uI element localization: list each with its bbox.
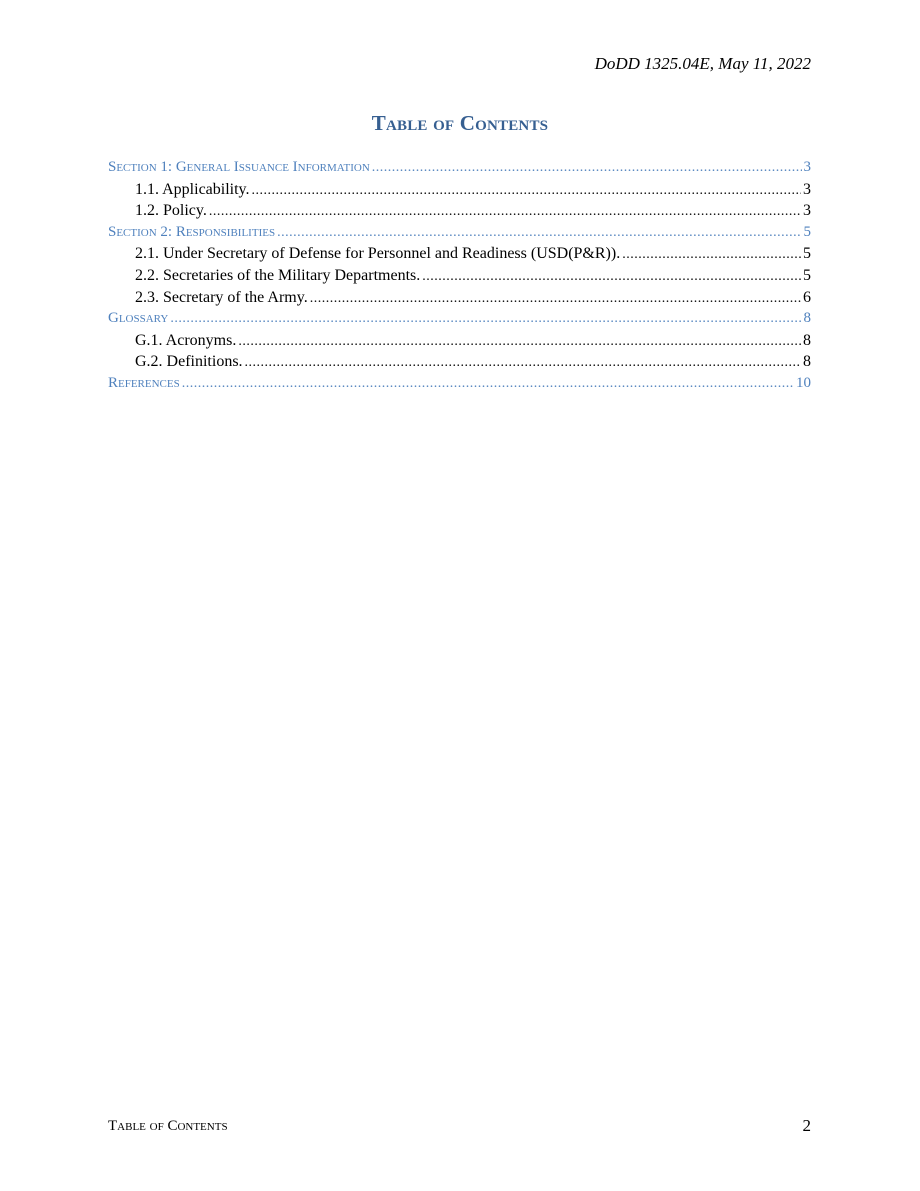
toc-leader-dots [209, 201, 801, 223]
toc-entry-g-1[interactable] [108, 330, 811, 352]
table-of-contents [108, 157, 811, 395]
toc-leader-dots [245, 352, 801, 374]
toc-entry-label: 2.3. Secretary of the Army. [135, 288, 308, 306]
document-reference-date: DoDD 1325.04E, May 11, 2022 [594, 54, 811, 73]
toc-entry-label: 2.2. Secretaries of the Military Departments. [135, 266, 421, 284]
toc-leader-dots [170, 308, 801, 330]
toc-entry-page: 8 [803, 310, 811, 327]
toc-entry-page: 3 [803, 202, 811, 220]
footer-section-label: Table of Contents [108, 1118, 228, 1134]
toc-entry-1-1[interactable] [108, 179, 811, 201]
toc-leader-dots [622, 244, 801, 266]
toc-entry-label: References [108, 374, 180, 391]
toc-entry-label: G.2. Definitions. [135, 353, 243, 371]
toc-leader-dots [310, 288, 801, 310]
toc-leader-dots [252, 180, 801, 202]
toc-entry-1-2[interactable] [108, 200, 811, 222]
toc-entry-label: Section 2: Responsibilities [108, 223, 276, 240]
toc-leader-dots [277, 222, 801, 244]
toc-leader-dots [422, 266, 801, 288]
toc-entry-g-2[interactable] [108, 351, 811, 373]
toc-entry-references[interactable] [108, 373, 811, 395]
toc-entry-label: Section 1: General Issuance Information [108, 159, 370, 175]
toc-entry-2-2[interactable] [108, 265, 811, 287]
toc-leader-dots [372, 157, 802, 179]
toc-leader-dots [182, 373, 794, 395]
toc-entry-glossary[interactable] [108, 308, 811, 330]
toc-entry-page: 6 [803, 288, 811, 306]
toc-entry-label: 1.1. Applicability. [135, 180, 250, 198]
toc-entry-page: 3 [803, 159, 811, 175]
footer-page-number: 2 [802, 1116, 811, 1135]
toc-entry-2-1[interactable] [108, 243, 811, 265]
toc-entry-page: 3 [803, 180, 811, 198]
toc-entry-label: 2.1. Under Secretary of Defense for Personnel and Readiness (USD(P&R)). [135, 245, 621, 263]
toc-entry-page: 5 [803, 266, 811, 284]
toc-entry-page: 5 [803, 245, 811, 263]
toc-entry-label: Glossary [108, 310, 169, 327]
toc-entry-page: 10 [796, 374, 811, 391]
toc-entry-page: 8 [803, 331, 811, 349]
toc-entry-2-3[interactable] [108, 287, 811, 309]
toc-entry-section-2[interactable] [108, 222, 811, 244]
toc-entry-page: 5 [803, 223, 811, 240]
toc-leader-dots [238, 331, 801, 353]
toc-entry-label: 1.2. Policy. [135, 202, 207, 220]
toc-entry-page: 8 [803, 353, 811, 371]
toc-entry-section-1[interactable] [108, 157, 811, 179]
toc-entry-label: G.1. Acronyms. [135, 331, 237, 349]
toc-title: Table of Contents [371, 111, 549, 135]
